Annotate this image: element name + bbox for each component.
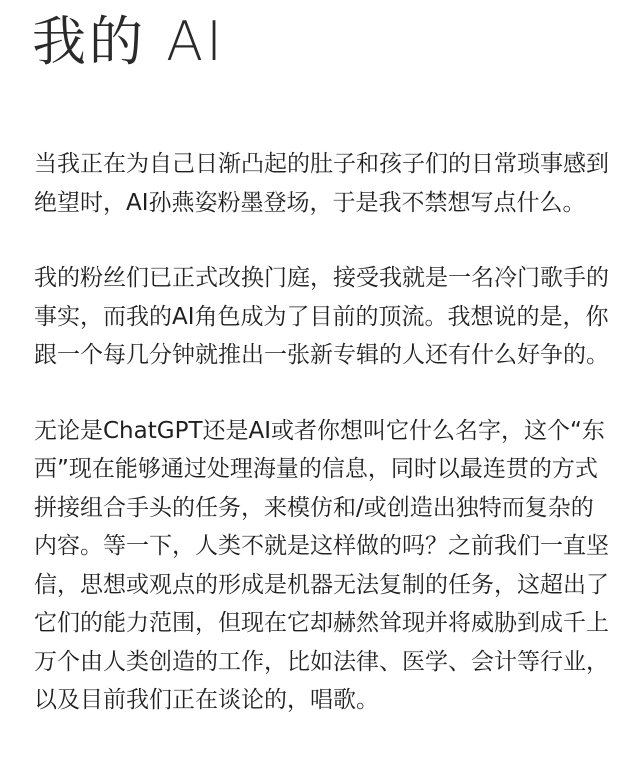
article-title: 我的 AI — [32, 10, 226, 73]
article-body — [34, 145, 614, 720]
paragraph-1: 当我正在为自己日渐凸起的肚子和孩子们的日常琐事感到绝望时，AI孙燕姿粉墨登场，于是我不禁想写点什么。 — [34, 151, 609, 216]
paragraph-3: 无论是ChatGPT还是AI或者你想叫它什么名字，这个“东西”现在能够通过处理海量的信息，同时以最连贯的方式拼接组合手头的任务，来模仿和/或创造出独特而复杂的内容。等一下，人类不就是这样做的吗？之前我们一直坚信，思想或观点的形成是机器无法复制的任务，这超出了它们的能力范围，但现在它却赫然耸现并将威胁到成千上万个由人类创造的工作，比如法律、医学、会计等行业，以及目前我们正在谈论的，唱歌。 — [34, 417, 609, 713]
paragraph-2: 我的粉丝们已正式改换门庭，接受我就是一名冷门歌手的事实，而我的AI角色成为了目前的顶流。我想说的是，你跟一个每几分钟就推出一张新专辑的人还有什么好争的。 — [34, 265, 609, 368]
